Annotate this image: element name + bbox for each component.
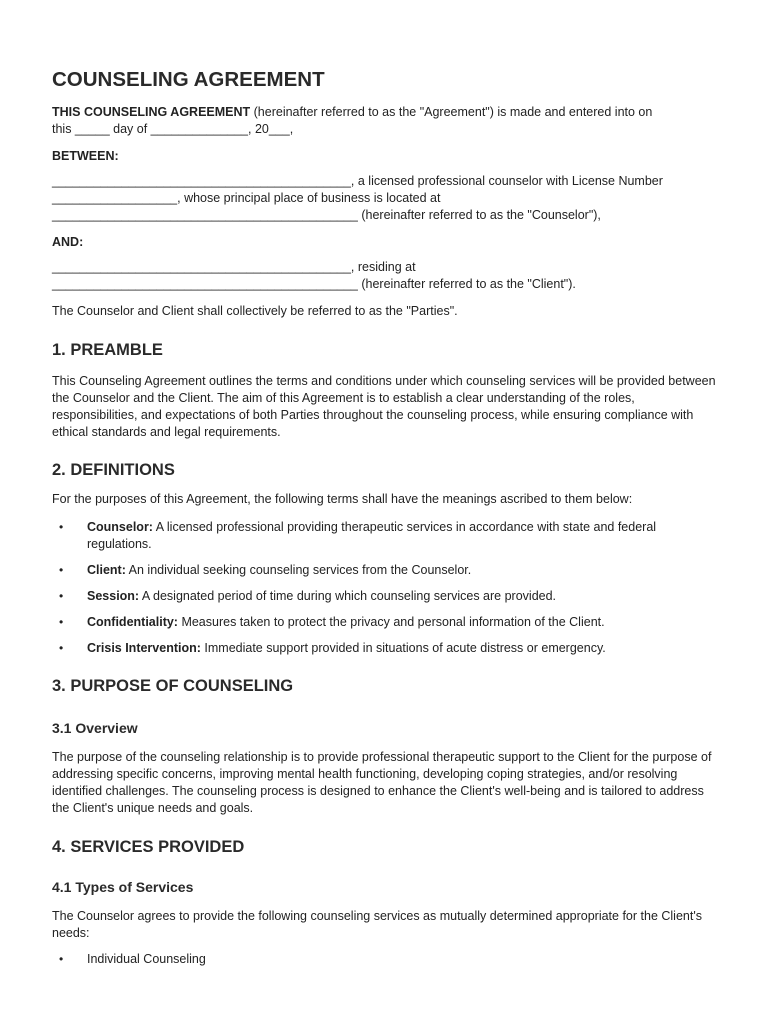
and-label: AND: bbox=[52, 235, 84, 249]
preamble-text: This Counseling Agreement outlines the terms and conditions under which counseling services will be provided between the Counselor and the Client. The aim of this Agreement is to establish a clear understanding of the roles, responsibilities, and expectations of both Parties throughout the counseling process, while ensuring compliance with ethical standards and legal requirements. bbox=[52, 374, 716, 439]
definition: An individual seeking counseling services from the Counselor. bbox=[125, 563, 472, 577]
client-line: ___________________________________________, residing at bbox=[52, 260, 416, 274]
intro-line2: this _____ day of ______________, 20___, bbox=[52, 122, 294, 136]
list-item bbox=[52, 588, 722, 605]
term: Session: bbox=[87, 589, 140, 603]
intro-paragraph bbox=[52, 104, 722, 138]
list-item bbox=[52, 951, 722, 968]
definition: Measures taken to protect the privacy and personal information of the Client. bbox=[177, 615, 605, 629]
intro-bold: THIS COUNSELING AGREEMENT bbox=[52, 105, 251, 119]
bullet-icon: • bbox=[59, 563, 64, 577]
definitions-intro: For the purposes of this Agreement, the following terms shall have the meanings ascribed to them below: bbox=[52, 492, 633, 506]
term: Confidentiality: bbox=[87, 615, 178, 629]
definition: A licensed professional providing therapeutic services in accordance with state and federal regulations. bbox=[87, 520, 657, 551]
bullet-icon: • bbox=[59, 520, 64, 534]
list-item bbox=[52, 519, 722, 553]
counselor-block bbox=[52, 173, 722, 224]
term: Counselor: bbox=[87, 520, 153, 534]
intro-line1: (hereinafter referred to as the "Agreement") is made and entered into on bbox=[250, 105, 653, 119]
definition: A designated period of time during which counseling services are provided. bbox=[139, 589, 557, 603]
counselor-line: ____________________________________________ (hereinafter referred to as the "Counselor"), bbox=[52, 208, 601, 222]
counselor-line: ___________________________________________, a licensed professional counselor with License Number bbox=[52, 174, 663, 188]
section-heading-definitions: 2. DEFINITIONS bbox=[52, 461, 175, 479]
section-heading-preamble: 1. PREAMBLE bbox=[52, 341, 163, 359]
list-item bbox=[52, 562, 722, 579]
service-name: Individual Counseling bbox=[87, 952, 206, 966]
between-label: BETWEEN: bbox=[52, 149, 119, 163]
services-list bbox=[52, 951, 722, 968]
section-heading-services: 4. SERVICES PROVIDED bbox=[52, 838, 245, 856]
list-item bbox=[52, 640, 722, 657]
subsection-heading-overview: 3.1 Overview bbox=[52, 720, 138, 736]
bullet-icon: • bbox=[59, 641, 64, 655]
list-item bbox=[52, 614, 722, 631]
section-heading-purpose: 3. PURPOSE OF COUNSELING bbox=[52, 677, 294, 695]
counselor-line: __________________, whose principal place of business is located at bbox=[52, 191, 441, 205]
term: Crisis Intervention: bbox=[87, 641, 201, 655]
bullet-icon: • bbox=[59, 952, 64, 966]
parties-text: The Counselor and Client shall collectively be referred to as the "Parties". bbox=[52, 304, 458, 318]
client-line: ____________________________________________ (hereinafter referred to as the "Client"). bbox=[52, 277, 576, 291]
definition: Immediate support provided in situations of acute distress or emergency. bbox=[200, 641, 606, 655]
term: Client: bbox=[87, 563, 126, 577]
purpose-text: The purpose of the counseling relationship is to provide professional therapeutic support to the Client for the purpose of addressing specific concerns, improving mental health functioning, developing coping strategies, and/or resolving identified challenges. The counseling process is designed to enhance the Client's well-being and is tailored to address the Client's unique needs and goals. bbox=[52, 750, 712, 815]
client-block bbox=[52, 259, 722, 293]
definitions-list bbox=[52, 519, 722, 657]
services-text: The Counselor agrees to provide the following counseling services as mutually determined appropriate for the Client's needs: bbox=[52, 909, 702, 940]
bullet-icon: • bbox=[59, 615, 64, 629]
bullet-icon: • bbox=[59, 589, 64, 603]
subsection-heading-types: 4.1 Types of Services bbox=[52, 879, 194, 895]
document-title: COUNSELING AGREEMENT bbox=[52, 68, 325, 91]
